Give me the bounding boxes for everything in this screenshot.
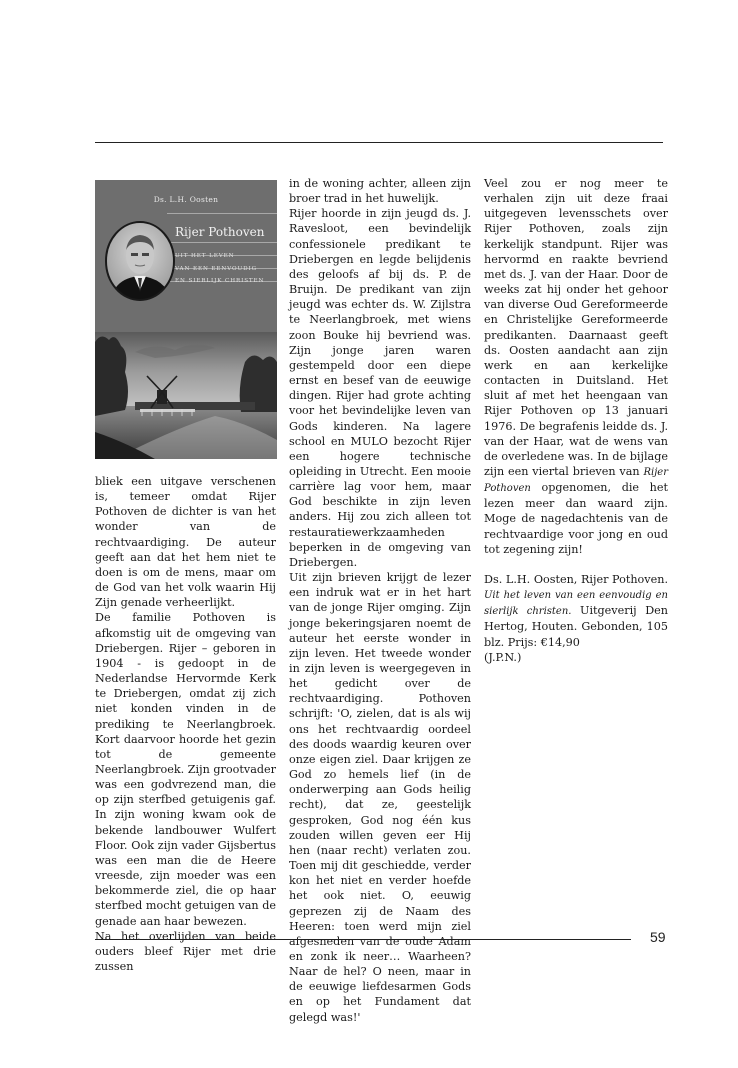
- text-column-1: [95, 474, 276, 974]
- windmill-landscape-photo: [95, 332, 277, 459]
- cover-subtitle: [175, 250, 275, 288]
- italic-text: Rijer Pothoven: [484, 466, 668, 495]
- text: Uitgeverij Den Hertog, Houten. Gebonden, 105 blz. Prijs: €14,90: [484, 604, 668, 649]
- cover-subtitle-line: EN SIERLIJK CHRISTEN: [175, 278, 265, 284]
- text: Ds. L.H. Oosten, Rijer Pothoven.: [484, 572, 668, 586]
- bottom-rule: [95, 939, 631, 940]
- book-reference: [484, 572, 668, 650]
- paragraph: bliek een uitgave verschenen is, temeer omdat Rijer Pothoven de dichter is van het wonder van de rechtvaardiging. De auteur geeft aan dat het hem niet te doen is om de mens, maar om de God van het volk waarin Hij Zijn genade verheerlijkt.: [95, 475, 276, 610]
- text: Veel zou er nog meer te verhalen zijn uit deze fraai uitgegeven levensschets over Rijer Pothoven, zoals zijn kerkelijk standpunt. Rijer was hervormd en raakte bevriend met ds. J. van der Haar. Door de weeks zat hij onder het gehoor van diverse Oud Gereformeerde en Christelijke Gereformeerde predikanten. Daarnaast geeft ds. Oosten aandacht aan zijn werk en aan kerkelijke contacten in Duitsland. Het sluit af met het heengaan van Rijer Pothoven op 13 januari 1976. De begrafenis leidde ds. J. van der Haar, wat de wens van de overledene was. In de bijlage zijn een viertal brieven van: [484, 177, 668, 478]
- cover-subtitle-line: UIT HET LEVEN: [175, 253, 235, 259]
- portrait-photo: [104, 220, 176, 302]
- paragraph: Rijer hoorde in zijn jeugd ds. J. Ravesloot, een bevindelijk confessionele predikant te Driebergen en legde belijdenis des geloofs af bij ds. P. de Bruijn. De predikant van zijn jeugd was echter ds. W. Zijlstra te Neerlangbroek, met wiens zoon Bouke hij bevriend was. Zijn jonge jaren waren gestempeld door een diepe ernst en besef van de eeuwige dingen. Rijer had grote achting voor het bevindelijke leven van Gods kinderen. Na lagere school en MULO bezocht Rijer een hogere technische opleiding in Utrecht. Een mooie carrière lag voor hem, maar God beschikte in zijn leven anders. Hij zou zich alleen tot restauratiewerkzaamheden beperken in de omgeving van Driebergen.: [289, 207, 471, 569]
- cover-divider: [167, 242, 277, 243]
- cover-divider: [167, 213, 277, 214]
- paragraph: in de woning achter, alleen zijn broer trad in het huwelijk.: [289, 177, 471, 206]
- cover-author: Ds. L.H. Oosten: [153, 195, 219, 204]
- paragraph: Uit zijn brieven krijgt de lezer een indruk wat er in het hart van de jonge Rijer omging. Zijn jonge bekeringsjaren noemt de auteur het eerste wonder in zijn leven. Het tweede wonder in zijn leven is weergegeven in het gedicht over de rechtvaardiging. Pothoven schrijft: 'O, zielen, dat is als wij ons het rechtvaardig oordeel des doods waardig keuren over onze eigen ziel. Daar krijgen ze God zo hemels lief (in de onderwerping aan Gods heilig recht), dat ze, geestelijk gesproken, God nog één kus zouden willen geven eer Hij hen (naar recht) verlaten zou. Toen mij dit geschiedde, verder kon het niet en verder hoefde het ook niet. O, eeuwig geprezen zij de Naam des Heeren: toen werd mijn ziel afgesneden van de oude Adam en zonk ik neer… Waarheen? Naar de hel? O neen, maar in de eeuwige liefdesarmen Gods en op het Fundament dat gelegd was!': [289, 571, 471, 1024]
- paragraph-gap: [484, 557, 668, 572]
- paragraph: Na het overlijden van beide ouders bleef Rijer met drie zussen: [95, 929, 276, 973]
- book-cover-image: [95, 180, 277, 459]
- cover-title: Rijer Pothoven: [175, 225, 265, 239]
- text-column-2: [289, 176, 471, 1025]
- page-number: 59: [650, 929, 666, 945]
- text-column-3: [484, 176, 668, 665]
- cover-subtitle-line: VAN EEN EENVOUDIG: [175, 265, 257, 272]
- italic-book-subtitle: Uit het leven van een eenvoudig en sierlijk christen.: [484, 590, 668, 618]
- reviewer-initials: (J.P.N.): [484, 650, 522, 664]
- paragraph: De familie Pothoven is afkomstig uit de omgeving van Driebergen. Rijer – geboren in 1904 - is gedoopt in de Nederlandse Hervormde Kerk te Driebergen, omdat zij zich niet konden vinden in de prediking te Neerlangbroek. Kort daarvoor hoorde het gezin tot de gemeente Neerlangbroek. Zijn grootvader was een godvrezend man, die op zijn sterfbed getuigenis gaf. In zijn woning kwam ook de bekende landbouwer Wulfert Floor. Ook zijn vader Gijsbertus was een man die de Heere vreesde, zijn moeder was een bekommerde ziel, die op haar sterfbed mocht getuigen van de genade aan haar bewezen.: [95, 611, 276, 928]
- top-rule: [95, 142, 663, 143]
- paragraph: [484, 176, 668, 557]
- text: opgenomen, die het lezen meer dan waard zijn. Moge de nagedachtenis van de rechtvaardige voor jong en oud tot zegening zijn!: [484, 481, 668, 556]
